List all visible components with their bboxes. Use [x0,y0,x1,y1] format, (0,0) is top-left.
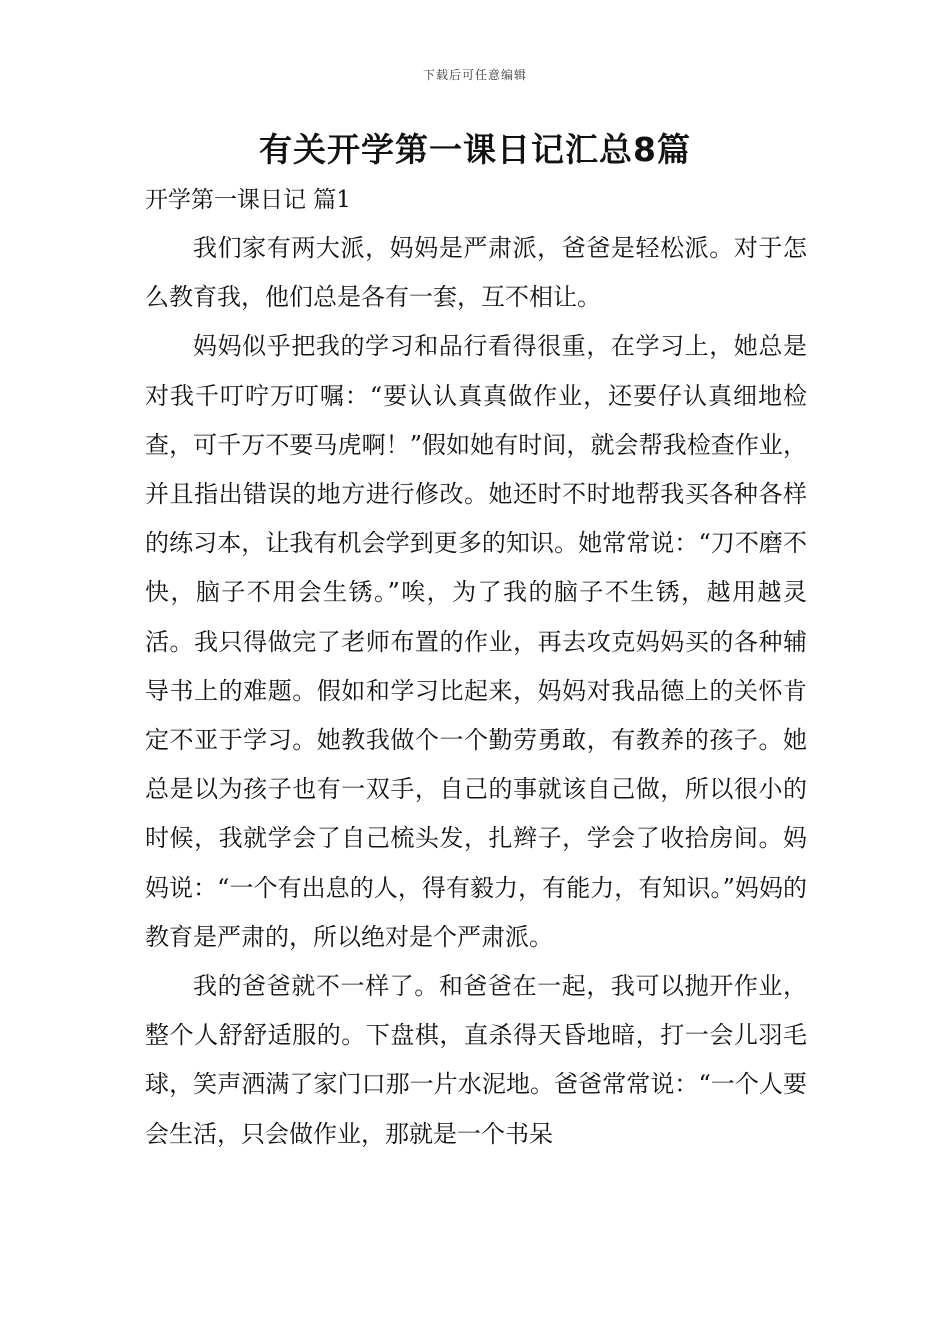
paragraph-2: 妈妈似乎把我的学习和品行看得很重，在学习上，她总是对我千叮咛万叮嘱：“要认认真真做作业，还要仔认真细地检查，可千万不要马虎啊！”假如她有时间，就会帮我检查作业，并且指出错误的地方进行修改。她还时不时地帮我买各种各样的练习本，让我有机会学到更多的知识。她常常说：“刀不磨不快，脑子不用会生锈。”唉，为了我的脑子不生锈，越用越灵活。我只得做完了老师布置的作业，再去攻克妈妈买的各种辅导书上的难题。假如和学习比起来，妈妈对我品德上的关怀肯定不亚于学习。她教我做个一个勤劳勇敢，有教养的孩子。她总是以为孩子也有一双手，自己的事就该自己做，所以很小的时候，我就学会了自己梳头发，扎辫子，学会了收拾房间。妈妈说：“一个有出息的人，得有毅力，有能力，有知识。”妈妈的教育是严肃的，所以绝对是个严肃派。 [145,332,807,951]
section-heading: 开学第一课日记 篇1 [145,187,351,213]
document-title: 有关开学第一课日记汇总8篇 [259,130,691,169]
document-body [145,177,807,1159]
paragraph-3: 我的爸爸就不一样了。和爸爸在一起，我可以抛开作业，整个人舒舒适服的。下盘棋，直杀得天昏地暗，打一会儿羽毛球，笑声洒满了家门口那一片水泥地。爸爸常常说：“一个人要会生活，只会做作业，那就是一个书呆 [145,972,807,1148]
paragraph-1: 我们家有两大派，妈妈是严肃派，爸爸是轻松派。对于怎么教育我，他们总是各有一套，互不相让。 [145,234,807,312]
page-header-note: 下载后可任意编辑 [422,68,527,82]
